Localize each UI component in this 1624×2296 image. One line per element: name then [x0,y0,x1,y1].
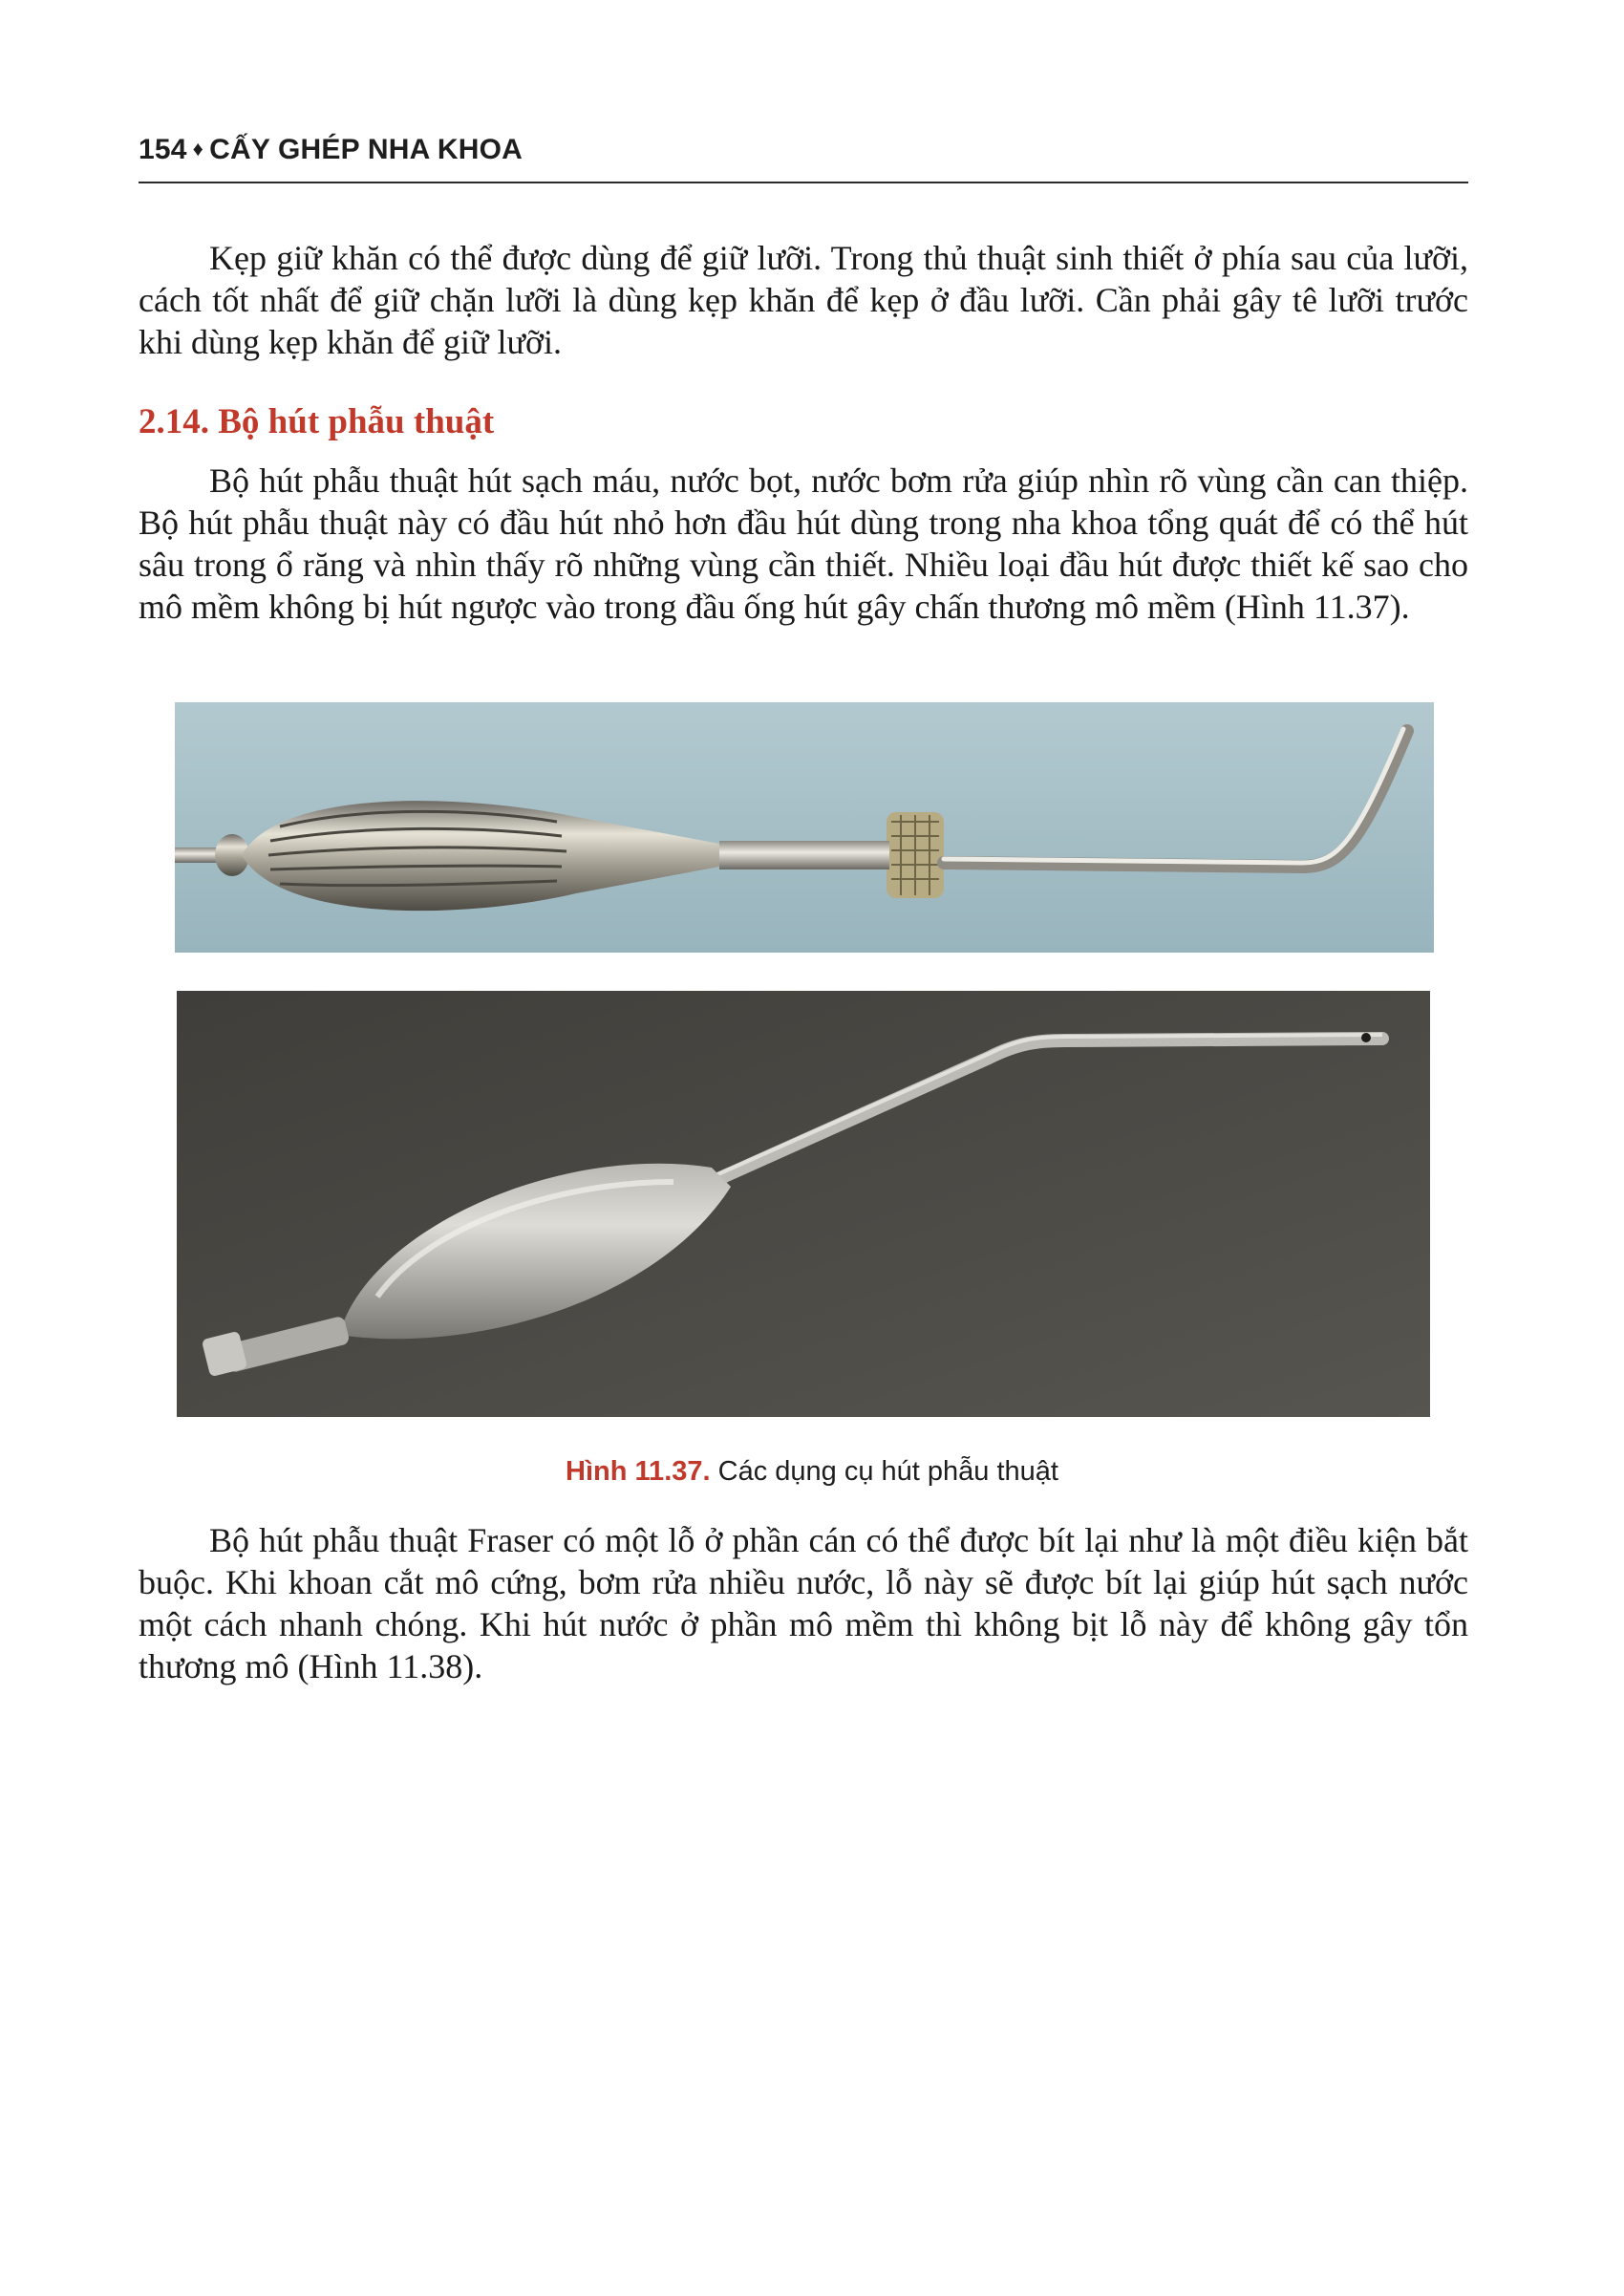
paragraph-fraser-suction: Bộ hút phẫu thuật Fraser có một lỗ ở phần cán có thể được bít lại như là một điều kiện bắt buộc. Khi khoan cắt mô cứng, bơm rửa nhiều nước, lỗ này sẽ được bít lại giúp hút sạch nước một cách nhanh chóng. Khi hút nước ở phần mô mềm thì không bịt lỗ này để không gây tổn thương mô (Hình 11.38). [139,1521,1468,1685]
paragraph-towel-clamp: Kẹp giữ khăn có thể được dùng để giữ lưỡi. Trong thủ thuật sinh thiết ở phía sau của lưỡi, cách tốt nhất để giữ chặn lưỡi là dùng kẹp khăn để kẹp ở đầu lưỡi. Cần phải gây tê lưỡi trước khi dùng kẹp khăn để giữ lưỡi. [139,239,1468,361]
chapter-title: CẤY GHÉP NHA KHOA [209,134,523,165]
header-rule [139,182,1468,183]
suction-photo-top [175,702,1434,953]
figure-caption [0,1456,1624,1488]
figure-label: Hình 11.37. [566,1456,711,1487]
suction-instrument-illustration-1 [175,702,1434,953]
suction-instrument-illustration-2 [177,991,1430,1417]
paragraph-surgical-suction: Bộ hút phẫu thuật hút sạch máu, nước bọt, nước bơm rửa giúp nhìn rõ vùng cần can thiệp. Bộ hút phẫu thuật này có đầu hút nhỏ hơn đầu hút dùng trong nha khoa tổng quát để có thể hút sâu trong ổ răng và nhìn thấy rõ những vùng cần thiết. Nhiều loại đầu hút được thiết kế sao cho mô mềm không bị hút ngược vào trong đầu ống hút gây chấn thương mô mềm (Hình 11.37). [139,461,1468,626]
suction-photo-bottom [177,991,1430,1417]
page-number: 154 [139,134,187,165]
section-heading: 2.14. Bộ hút phẫu thuật [139,402,495,441]
diamond-separator-icon: ♦ [192,137,204,161]
figure-caption-text: Các dụng cụ hút phẫu thuật [717,1456,1058,1487]
running-head [139,134,523,166]
